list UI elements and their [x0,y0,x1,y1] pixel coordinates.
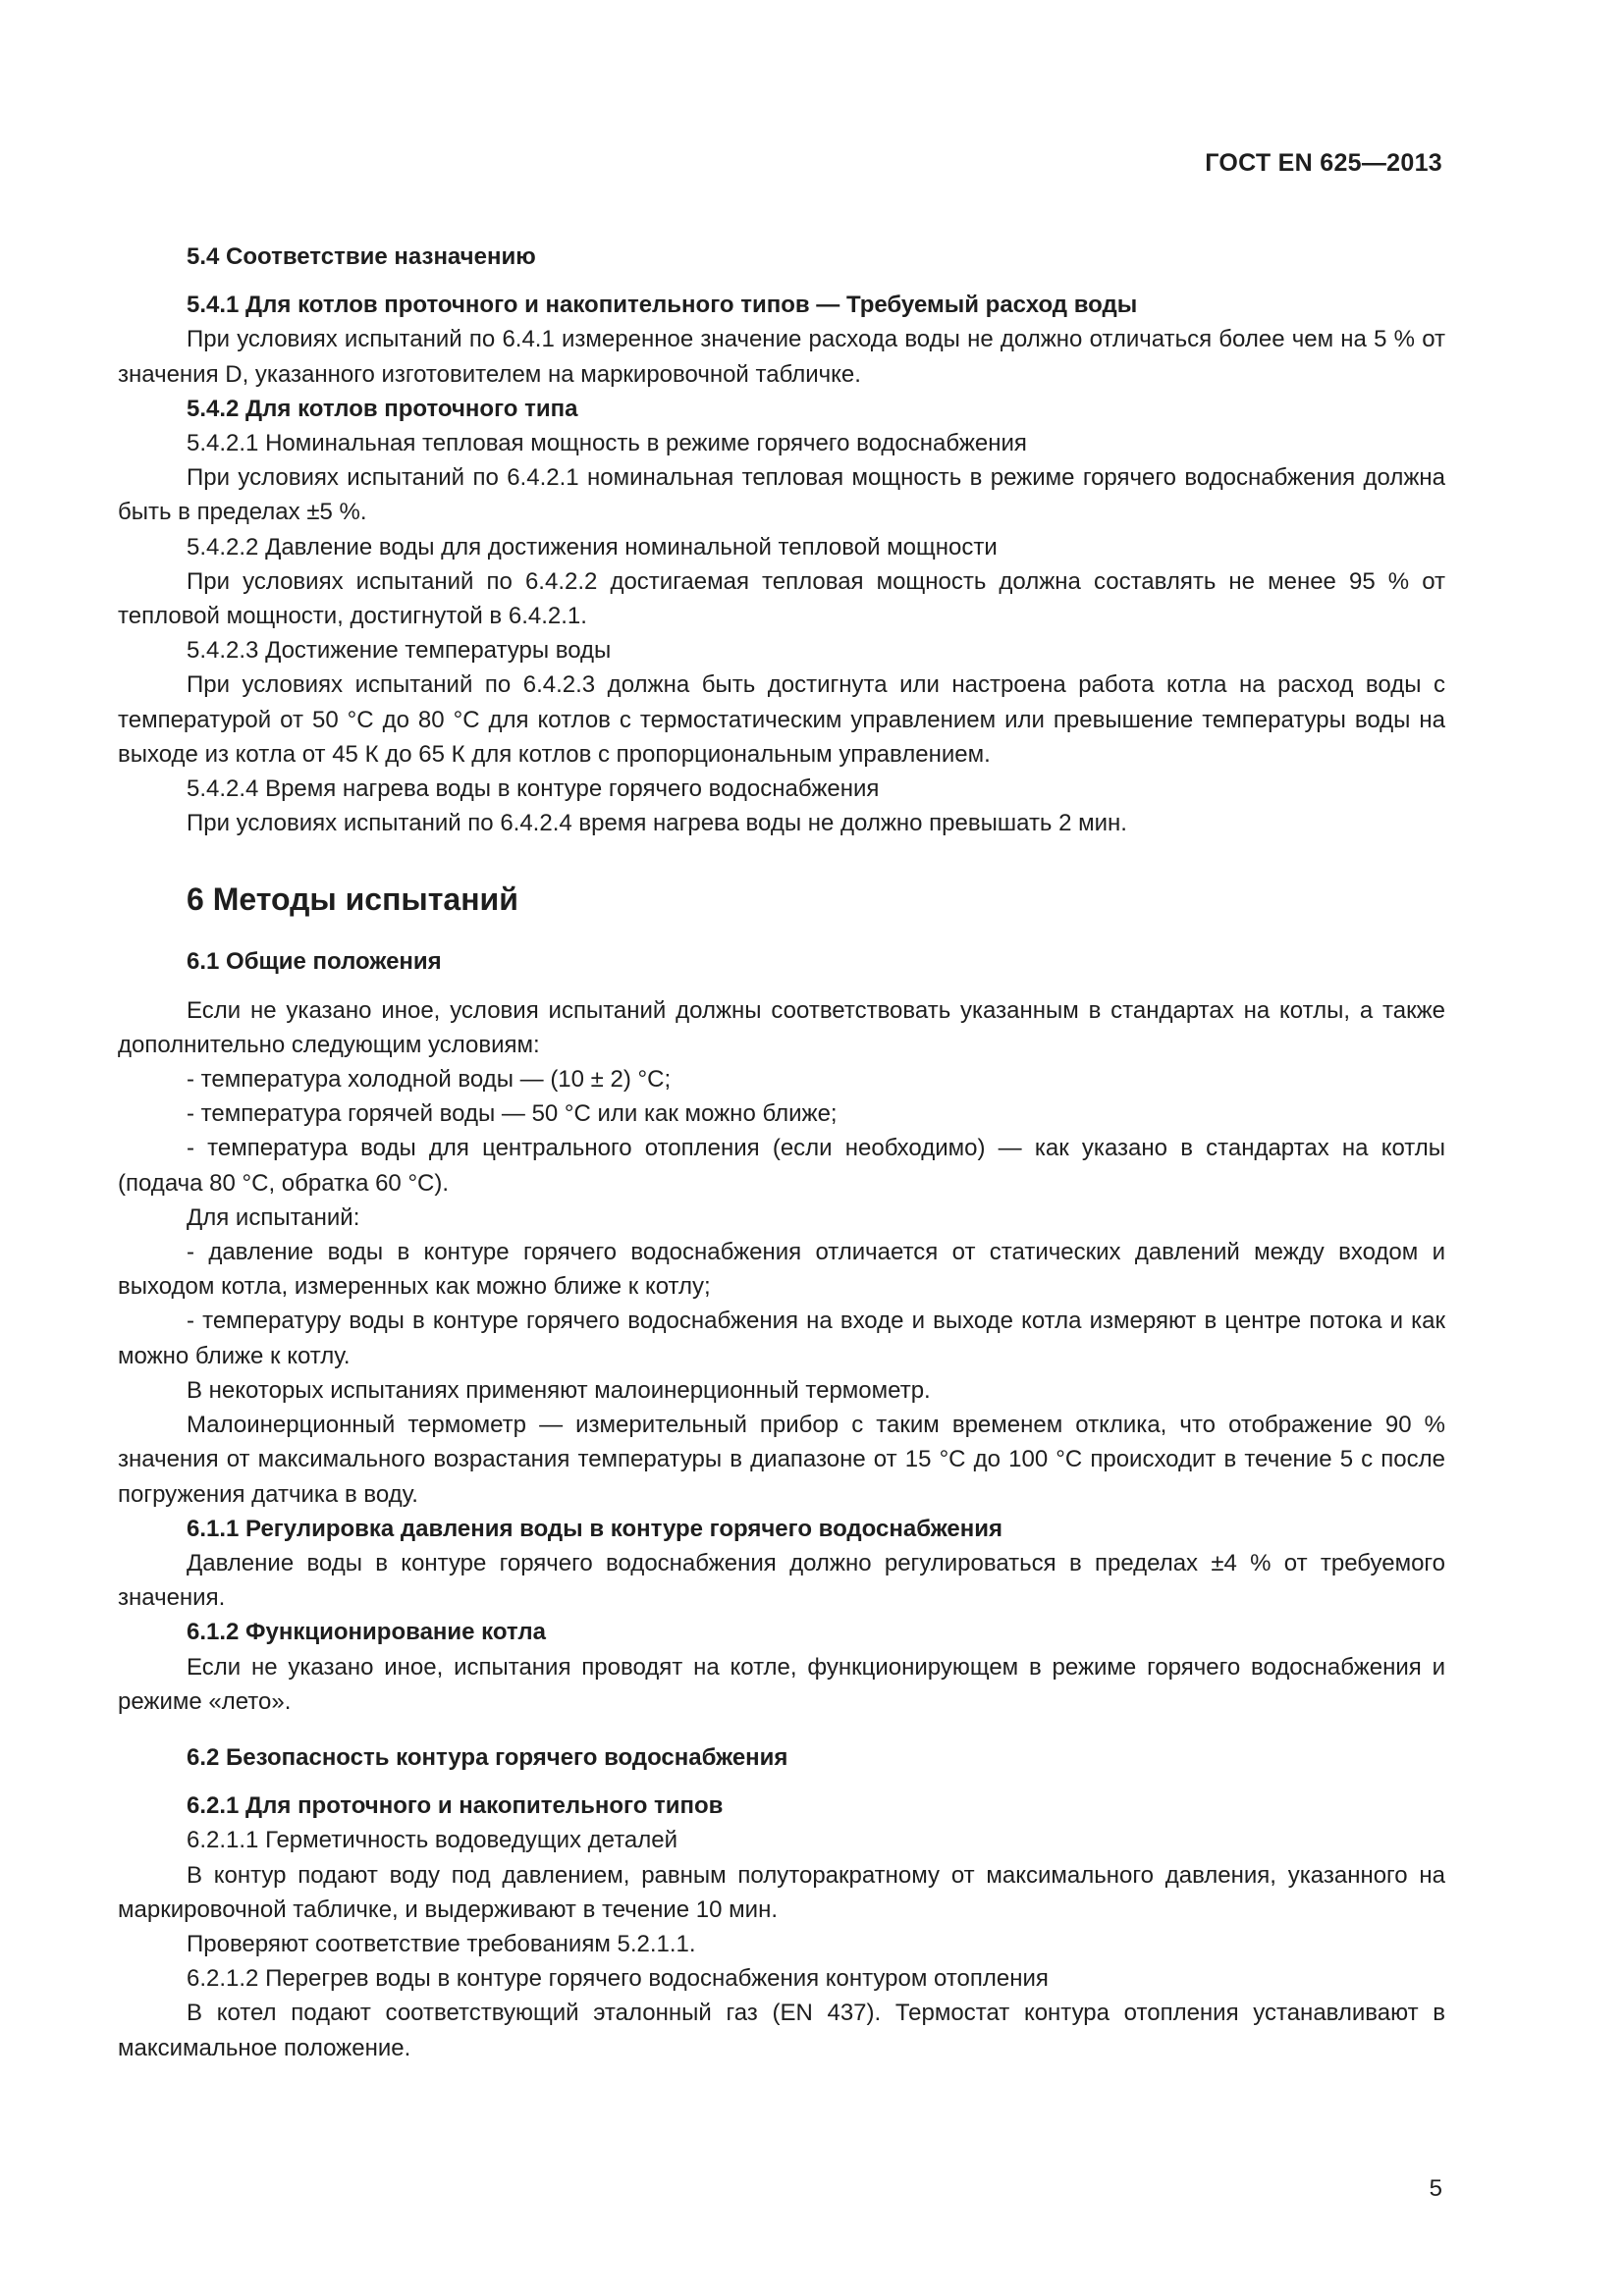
paragraph: Если не указано иное, условия испытаний должны соответствовать указанным в стандартах на котлы, а также дополнительно следующим условиям: [118,996,1445,1058]
paragraph: - температуру воды в контуре горячего водоснабжения на входе и выходе котла измеряют в центре потока и как можно ближе к котлу. [118,1308,1445,1369]
document-body [118,226,1445,2065]
paragraph: 5.4.2.3 Достижение температуры воды [187,637,612,665]
paragraph: Малоинерционный термометр — измерительный прибор с таким временем отклика, что отображение 90 % значения от максимального возрастания температуры в диапазоне от 15 °С до 100 °С происходит в течение 5 с после погружения датчика в воду. [118,1412,1445,1508]
paragraph: При условиях испытаний по 6.4.2.4 время нагрева воды не должно превышать 2 мин. [187,810,1127,837]
paragraph: 5.4.2.4 Время нагрева воды в контуре горячего водоснабжения [187,775,880,803]
chapter-heading: 6 Методы испытаний [187,881,518,918]
section-heading: 6.1.1 Регулировка давления воды в контуре горячего водоснабжения [187,1515,1002,1542]
paragraph: В котел подают соответствующий эталонный газ (EN 437). Термостат контура отопления устанавливают в максимальное положение. [118,2000,1445,2061]
section-heading: 6.1.2 Функционирование котла [187,1619,546,1646]
paragraph: 6.2.1.2 Перегрев воды в контуре горячего водоснабжения контуром отопления [187,1965,1049,1993]
paragraph: В некоторых испытаниях применяют малоинерционный термометр. [187,1376,931,1404]
section-heading: 5.4.2 Для котлов проточного типа [187,395,578,422]
section-heading: 6.2 Безопасность контура горячего водоснабжения [187,1743,788,1771]
paragraph: В контур подают воду под давлением, равным полуторакратному от максимального давления, указанного на маркировочной табличке, и выдерживают в течение 10 мин. [118,1861,1445,1923]
paragraph: Для испытаний: [187,1203,360,1231]
paragraph: Проверяют соответствие требованиям 5.2.1.1. [187,1930,696,1957]
paragraph: При условиях испытаний по 6.4.1 измеренное значение расхода воды не должно отличаться более чем на 5 % от значения D, указанного изготовителем на маркировочной табличке. [118,326,1445,388]
section-heading: 6.1 Общие положения [187,948,442,976]
paragraph: 5.4.2.2 Давление воды для достижения номинальной тепловой мощности [187,533,998,561]
section-heading: 5.4 Соответствие назначению [187,243,536,270]
section-heading: 5.4.1 Для котлов проточного и накопительного типов — Требуемый расход воды [187,292,1138,319]
paragraph: - температура холодной воды — (10 ± 2) °С; [187,1066,672,1094]
paragraph: Если не указано иное, испытания проводят на котле, функционирующем в режиме горячего водоснабжения и режиме «лето». [118,1653,1445,1715]
paragraph: При условиях испытаний по 6.4.2.3 должна быть достигнута или настроена работа котла на расход воды с температурой от 50 °С до 80 °С для котлов с термостатическим управлением или превышение температуры воды на выходе из котла от 45 К до 65 К для котлов с пропорциональным управлением. [118,671,1445,768]
paragraph: 5.4.2.1 Номинальная тепловая мощность в режиме горячего водоснабжения [187,430,1027,457]
paragraph: - температура воды для центрального отопления (если необходимо) — как указано в стандартах на котлы (подача 80 °С, обратка 60 °С). [118,1135,1445,1197]
paragraph: Давление воды в контуре горячего водоснабжения должно регулироваться в пределах ±4 % от требуемого значения. [118,1549,1445,1612]
paragraph: - температура горячей воды — 50 °С или как можно ближе; [187,1100,838,1128]
section-heading: 6.2.1 Для проточного и накопительного типов [187,1792,724,1820]
paragraph: 6.2.1.1 Герметичность водоведущих деталей [187,1827,678,1854]
paragraph: - давление воды в контуре горячего водоснабжения отличается от статических давлений между входом и выходом котла, измеренных как можно ближе к котлу; [118,1239,1445,1301]
page-number: 5 [1429,2175,1442,2202]
paragraph: При условиях испытаний по 6.4.2.2 достигаемая тепловая мощность должна составлять не менее 95 % от тепловой мощности, достигнутой в 6.4.2.1. [118,567,1445,630]
paragraph: При условиях испытаний по 6.4.2.1 номинальная тепловая мощность в режиме горячего водоснабжения должна быть в пределах ±5 %. [118,464,1445,526]
document-code-header: ГОСТ EN 625—2013 [1205,149,1442,177]
